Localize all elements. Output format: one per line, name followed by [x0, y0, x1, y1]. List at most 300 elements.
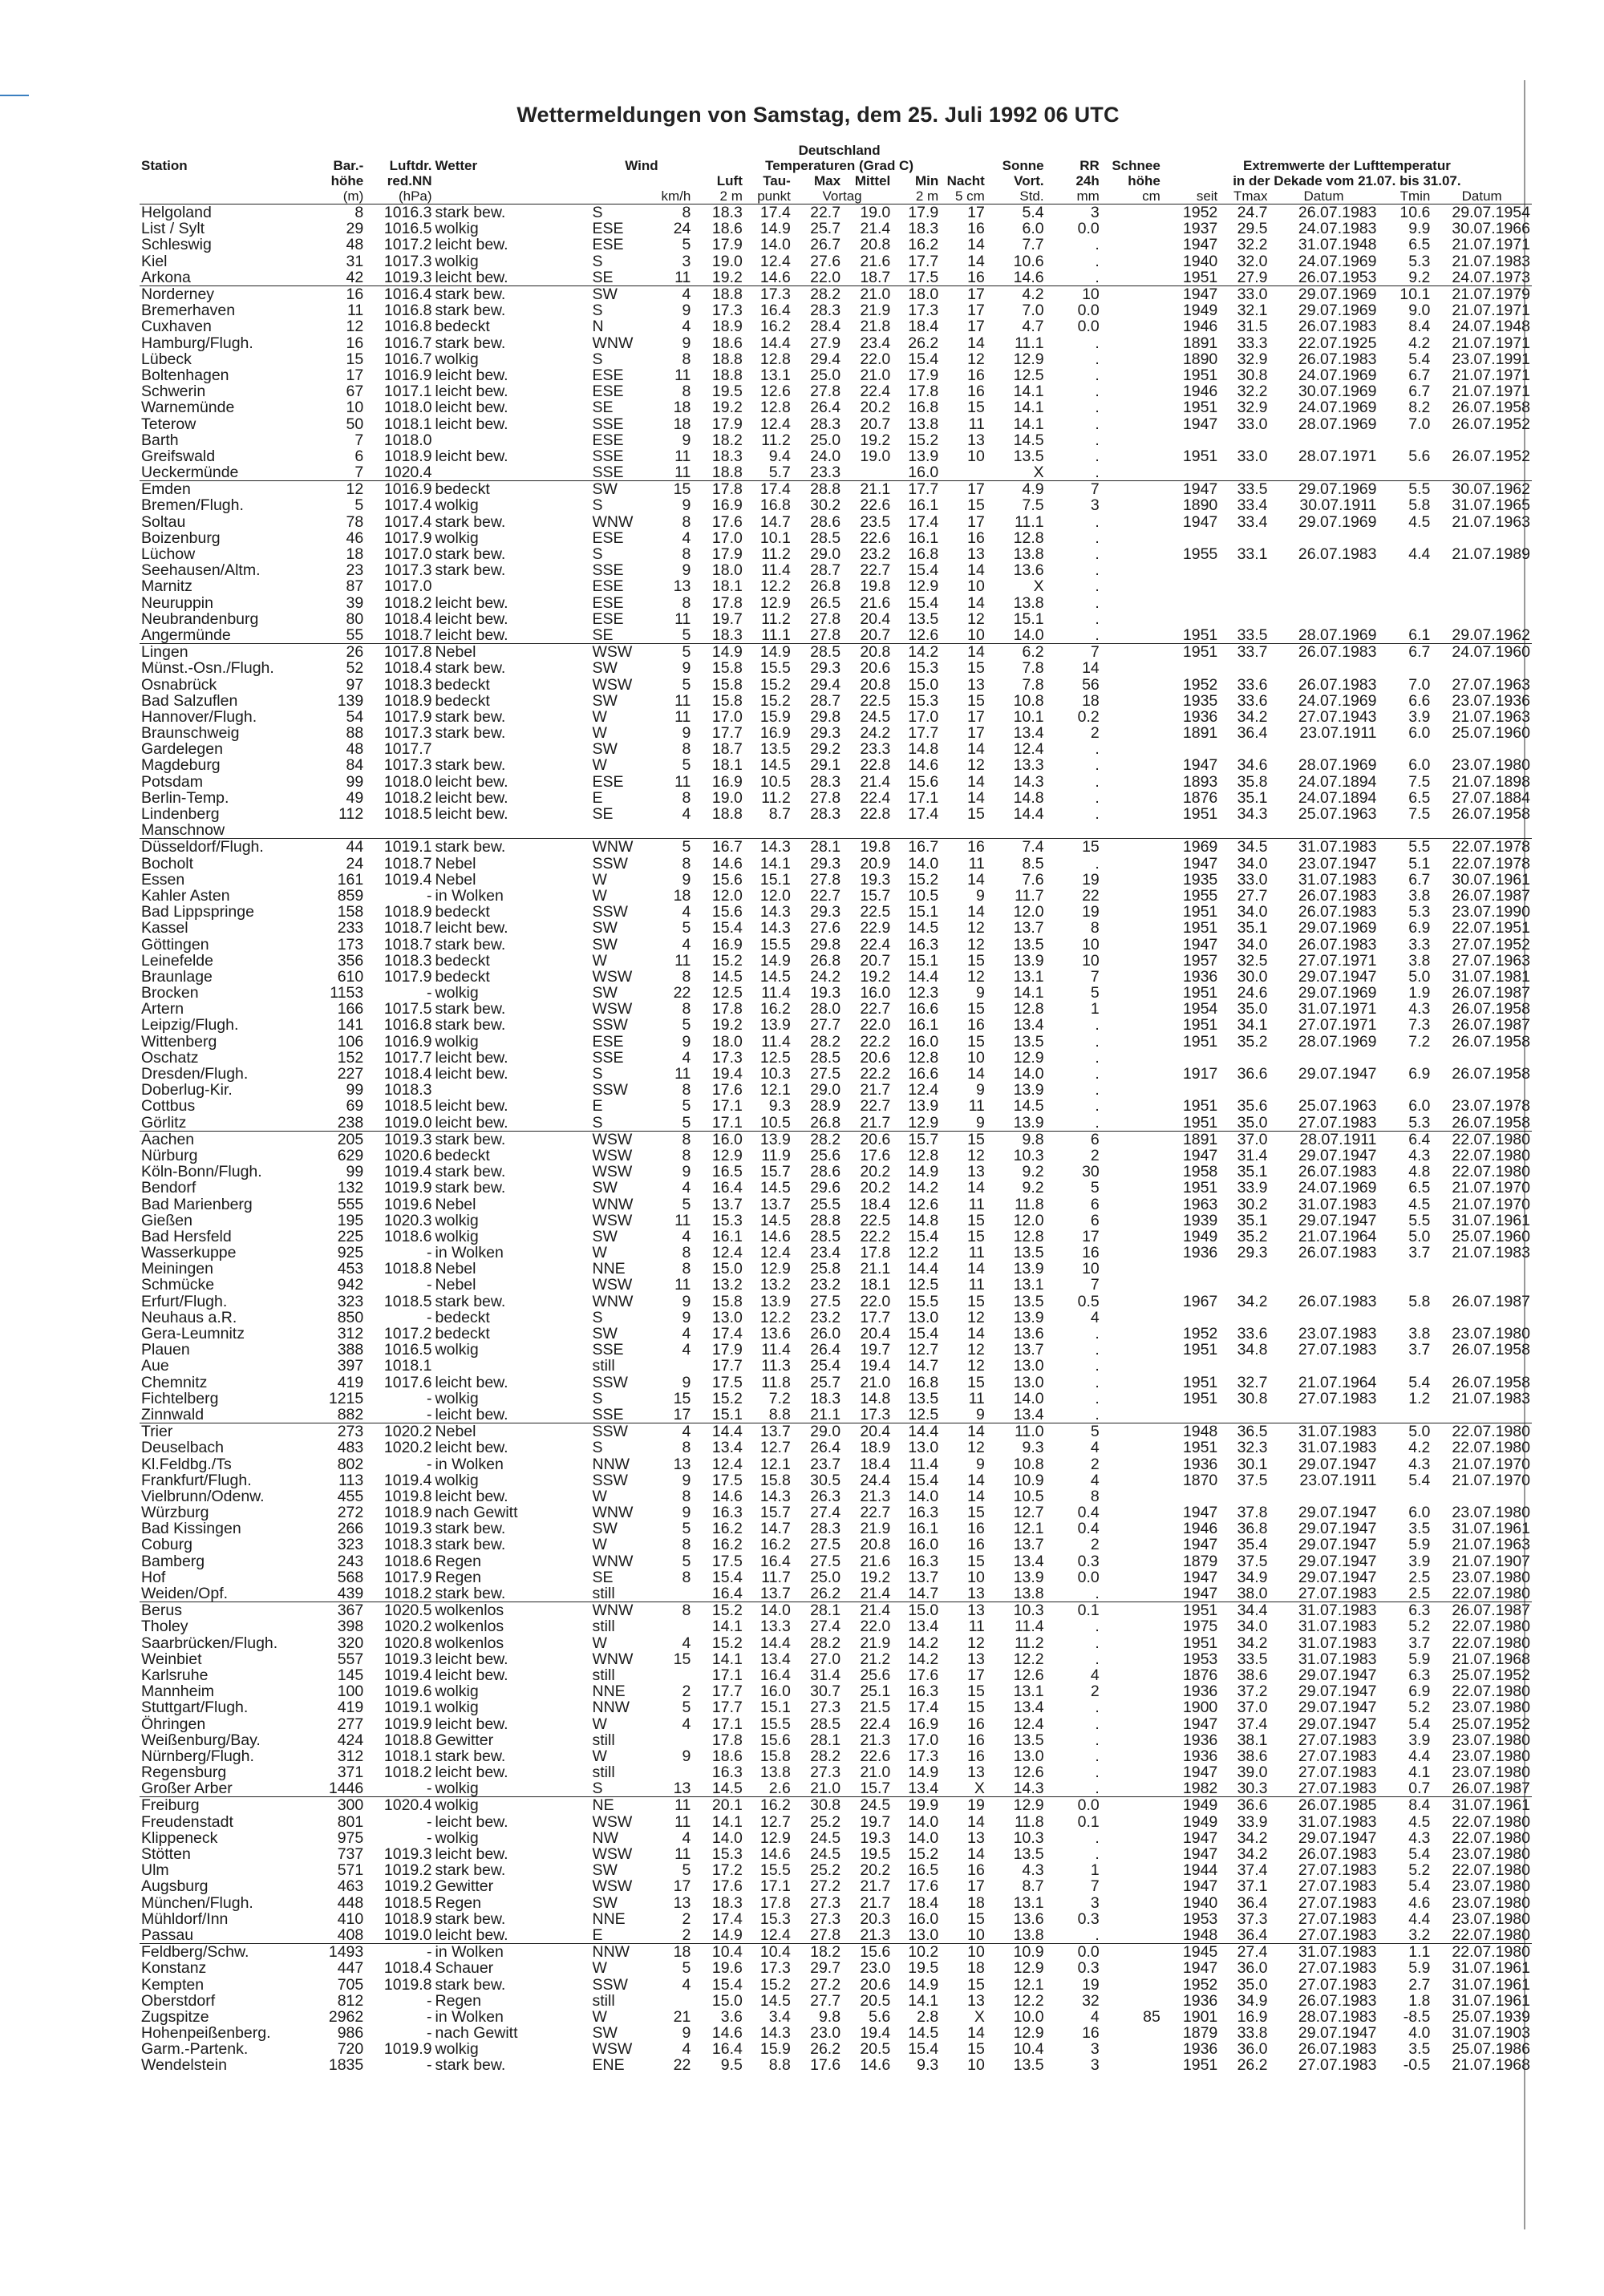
cell-seit: 1947	[1182, 1764, 1218, 1781]
cell-seit: 1951	[1162, 644, 1219, 661]
cell-wetter: leicht bew.	[435, 1065, 508, 1083]
cell-seit: 1947	[1182, 1845, 1218, 1863]
cell-wind-speed: 5	[682, 920, 691, 937]
header-sonne-2: Vort.	[1014, 173, 1044, 188]
cell-taupunkt: 14.9	[744, 644, 792, 661]
cell-schnee	[1101, 335, 1162, 351]
cell-min-nacht-5cm: 14	[967, 789, 985, 806]
cell-seit: 1900	[1182, 1699, 1218, 1716]
cell-min-nacht-5cm: 12	[967, 1147, 985, 1164]
cell-rr: 0.5	[1077, 1293, 1100, 1310]
cell-mittel-vortag: 20.7	[860, 952, 891, 969]
cell-mittel-vortag: 20.2	[860, 399, 891, 416]
cell-luft-2m: 19.0	[711, 253, 743, 269]
cell-sonne: 12.5	[1013, 366, 1044, 384]
cell-taupunkt: 14.4	[759, 334, 791, 351]
cell-wind-speed: 8	[682, 968, 691, 985]
cell-min-nacht-2m: 14.7	[908, 1585, 939, 1602]
cell-luft-2m: 18.8	[711, 350, 743, 367]
cell-seit: 1891	[1162, 1131, 1219, 1148]
cell-min-nacht-2m: 14.5	[908, 2025, 939, 2042]
cell-schnee	[1101, 1196, 1162, 1212]
cell-tmax-datum: 26.07.1983	[1298, 676, 1377, 693]
cell-max-vortag: 23.2	[810, 1309, 841, 1326]
cell-min-nacht-5cm: 15	[967, 1910, 985, 1927]
cell-luftdruck: 1018.3	[383, 1082, 432, 1099]
cell-wetter: wolkig	[435, 1472, 479, 1488]
cell-mittel-vortag: 19.5	[860, 1845, 891, 1863]
cell-mittel-vortag: 20.2	[860, 1180, 891, 1197]
cell-min-nacht-2m: 17.4	[908, 1699, 939, 1716]
cell-tmin-datum: 21.07.1968	[1452, 2057, 1530, 2074]
cell-schnee	[1101, 725, 1162, 741]
cell-schnee	[1101, 432, 1162, 448]
cell-luftdruck: 1016.8	[383, 302, 432, 319]
cell-schnee	[1101, 562, 1162, 578]
cell-bar-hoehe: 6	[354, 447, 364, 464]
cell-schnee	[1101, 285, 1162, 302]
cell-max-vortag: 25.0	[810, 366, 841, 384]
cell-taupunkt: 10.3	[759, 1065, 791, 1083]
cell-seit: 1947	[1182, 415, 1218, 432]
header-nacht: Nacht	[946, 173, 985, 188]
cell-mittel-vortag: 19.0	[860, 447, 891, 464]
cell-sonne: 10.1	[1013, 708, 1044, 725]
cell-taupunkt: 14.3	[759, 920, 791, 937]
cell-station: Wasserkuppe	[141, 1245, 237, 1261]
cell-max-vortag: 27.8	[810, 383, 841, 400]
cell-tmin: 9.9	[1408, 221, 1431, 237]
cell-tmin: 5.8	[1408, 1293, 1431, 1310]
cell-luftdruck: 1018.4	[383, 1960, 432, 1977]
cell-luft-2m: 16.2	[711, 1537, 743, 1553]
cell-tmin-datum: 27.07.1963	[1452, 676, 1530, 693]
cell-wind-dir: S	[592, 302, 603, 319]
cell-wind-speed: 9	[682, 660, 691, 677]
cell-wind-speed: 9	[682, 2025, 691, 2042]
cell-min-nacht-5cm: 19	[940, 1797, 986, 1814]
cell-wind-dir: ESE	[592, 529, 624, 546]
table-row	[140, 985, 1532, 1001]
cell-tmin-datum	[1432, 1277, 1532, 1293]
cell-mittel-vortag: 23.3	[860, 741, 891, 758]
cell-luft-2m: 16.3	[711, 1504, 743, 1521]
cell-tmin-datum: 21.07.1963	[1452, 708, 1530, 725]
cell-tmin-datum	[1432, 1050, 1532, 1066]
cell-schnee	[1101, 1066, 1162, 1082]
cell-schnee	[1101, 856, 1162, 872]
cell-max-vortag: 27.4	[810, 1618, 841, 1635]
cell-tmin-datum: 22.07.1980	[1452, 1829, 1530, 1846]
cell-tmax-datum: 27.07.1971	[1298, 1017, 1377, 1034]
cell-mittel-vortag: 18.9	[860, 1440, 891, 1456]
cell-rr: .	[1095, 383, 1100, 400]
cell-min-nacht-2m: 12.7	[908, 1342, 939, 1359]
cell-rr: 1	[1090, 1862, 1100, 1879]
cell-max-vortag: 23.2	[810, 1277, 841, 1294]
cell-luft-2m: 12.4	[711, 1245, 743, 1261]
table-row	[140, 1618, 1532, 1634]
cell-rr: .	[1095, 1049, 1100, 1066]
cell-max-vortag: 26.4	[810, 399, 841, 416]
cell-tmax: 34.9	[1237, 1992, 1268, 2009]
cell-wind-speed: 3	[682, 253, 691, 269]
cell-luftdruck: -	[427, 1456, 432, 1472]
cell-mittel-vortag: 25.1	[860, 1683, 891, 1700]
cell-rr: 3	[1090, 2041, 1100, 2058]
cell-min-nacht-5cm: 14	[940, 644, 986, 661]
cell-bar-hoehe: 300	[314, 1797, 366, 1814]
cell-sonne: 13.5	[1013, 1245, 1044, 1261]
cell-tmax: 30.8	[1237, 1390, 1268, 1407]
cell-station: Brocken	[141, 985, 199, 1002]
cell-taupunkt: 12.9	[759, 594, 791, 611]
cell-wetter: in Wolken	[435, 1245, 504, 1261]
cell-tmin	[1379, 1261, 1432, 1277]
header-bar-2: höhe	[330, 173, 364, 188]
cell-wetter: wolkenlos	[435, 1634, 504, 1651]
cell-wind-dir: S	[592, 350, 603, 367]
cell-station: Magdeburg	[141, 757, 221, 774]
cell-sonne: 12.9	[1013, 1049, 1044, 1066]
cell-station: Arkona	[141, 269, 191, 286]
cell-taupunkt: 15.8	[759, 1747, 791, 1764]
cell-bar-hoehe: 48	[346, 237, 364, 253]
cell-tmax-datum: 24.07.1969	[1298, 399, 1377, 416]
cell-min-nacht-5cm: 12	[967, 920, 985, 937]
cell-wind-dir: SE	[592, 626, 614, 644]
cell-station: Lingen	[140, 644, 314, 661]
cell-min-nacht-2m: 15.4	[908, 1472, 939, 1488]
cell-mittel-vortag: 14.6	[860, 2057, 891, 2074]
cell-min-nacht-5cm: 13	[967, 1992, 985, 2009]
cell-bar-hoehe: 16	[346, 334, 364, 351]
cell-tmax-datum: 27.07.1983	[1298, 1390, 1377, 1407]
cell-tmax: 38.6	[1237, 1666, 1268, 1684]
cell-sonne: 12.2	[1013, 1992, 1044, 2009]
cell-min-nacht-2m: 15.4	[908, 594, 939, 611]
cell-tmin: 6.6	[1408, 692, 1431, 709]
cell-rr: .	[1095, 789, 1100, 806]
cell-station: Zugspitze	[141, 2008, 209, 2025]
cell-wind-dir: SSW	[592, 1374, 628, 1391]
cell-taupunkt: 11.2	[761, 431, 791, 448]
cell-tmax: 29.3	[1237, 1245, 1268, 1261]
cell-schnee	[1101, 644, 1162, 661]
cell-tmax: 32.9	[1237, 350, 1268, 367]
cell-station: Schleswig	[141, 237, 212, 253]
cell-wetter: nach Gewitt	[435, 1504, 518, 1521]
cell-mittel-vortag: 21.9	[860, 1521, 891, 1537]
cell-station: Frankfurt/Flugh.	[141, 1472, 252, 1488]
cell-tmax: 29.5	[1237, 221, 1268, 237]
table-row	[140, 1050, 1532, 1066]
cell-seit: 1949	[1182, 1228, 1218, 1245]
cell-max-vortag: 25.7	[810, 221, 841, 237]
cell-wind-speed: 9	[682, 1747, 691, 1764]
cell-sonne: 12.9	[1013, 2025, 1044, 2042]
cell-mittel-vortag: 19.8	[842, 839, 892, 856]
cell-luft-2m: 17.7	[711, 1683, 743, 1700]
cell-tmin-datum: 26.07.1987	[1452, 1017, 1530, 1034]
cell-schnee	[1101, 1504, 1162, 1521]
cell-seit: 1951	[1182, 366, 1218, 384]
cell-sonne: 9.8	[986, 1131, 1046, 1148]
cell-mittel-vortag: 23.0	[860, 1960, 891, 1977]
cell-bar-hoehe: 145	[337, 1666, 364, 1684]
cell-mittel-vortag: 20.7	[860, 415, 891, 432]
cell-station: Wendelstein	[141, 2057, 227, 2074]
cell-bar-hoehe: 99	[346, 773, 364, 790]
cell-sonne: 8.7	[1022, 1878, 1044, 1895]
cell-seit: 1975	[1182, 1618, 1218, 1635]
cell-luftdruck: 1018.6	[383, 1228, 432, 1245]
cell-luftdruck: 1018.3	[383, 1537, 432, 1553]
cell-sonne: 9.2	[1022, 1164, 1044, 1180]
cell-tmin-datum: 29.07.1954	[1452, 204, 1530, 221]
cell-schnee	[1101, 1715, 1162, 1731]
cell-max-vortag: 28.3	[810, 805, 841, 823]
cell-tmax	[1219, 1261, 1269, 1277]
cell-min-nacht-5cm: 16	[967, 529, 985, 546]
cell-bar-hoehe: 448	[337, 1894, 364, 1911]
cell-wind-dir: still	[592, 1764, 615, 1781]
cell-rr: .	[1095, 1747, 1100, 1764]
cell-max-vortag: 29.3	[810, 660, 841, 677]
cell-tmin-datum: 21.07.1971	[1452, 383, 1530, 400]
cell-tmin-datum	[1432, 1488, 1532, 1504]
cell-mittel-vortag: 18.7	[860, 269, 891, 286]
cell-seit: 1947	[1182, 1147, 1218, 1164]
cell-tmin: 4.5	[1408, 1196, 1431, 1213]
cell-schnee	[1101, 611, 1162, 627]
cell-tmax-datum: 30.07.1969	[1298, 383, 1377, 400]
cell-wetter: leicht bew.	[435, 789, 508, 806]
cell-sonne: 13.0	[1013, 1358, 1044, 1375]
table-row	[140, 1423, 1532, 1440]
cell-schnee	[1101, 1553, 1162, 1569]
cell-min-nacht-2m: 18.4	[908, 1894, 939, 1911]
cell-luft-2m: 3.6	[720, 2008, 743, 2025]
cell-luftdruck: 1018.1	[383, 1747, 432, 1764]
cell-luftdruck: -	[427, 1992, 432, 2009]
cell-tmin	[1379, 1407, 1432, 1423]
cell-mittel-vortag	[842, 822, 892, 839]
cell-tmax	[1219, 1082, 1269, 1098]
cell-luftdruck: 1019.8	[383, 1488, 432, 1504]
cell-tmin-datum: 31.07.1961	[1452, 1992, 1530, 2009]
cell-station: Regensburg	[141, 1764, 227, 1781]
cell-tmax-datum: 28.07.1969	[1298, 1033, 1377, 1050]
cell-tmax-datum: 31.07.1983	[1298, 1440, 1377, 1456]
table-row	[140, 1895, 1532, 1911]
cell-min-nacht-5cm: 16	[967, 366, 985, 384]
cell-wind-speed	[652, 1667, 693, 1683]
cell-min-nacht-5cm: 17	[940, 481, 986, 498]
cell-seit	[1162, 1277, 1219, 1293]
cell-station: Helgoland	[141, 204, 212, 221]
cell-wetter: wolkig	[435, 2041, 479, 2058]
cell-tmin: 10.6	[1399, 204, 1431, 221]
cell-sonne: 14.0	[1013, 1065, 1044, 1083]
cell-luftdruck: -	[365, 1944, 433, 1961]
cell-bar-hoehe: 11	[346, 302, 364, 319]
cell-station: Trier	[140, 1423, 314, 1440]
cell-wind-speed: 9	[682, 302, 691, 319]
cell-min-nacht-5cm: 15	[967, 692, 985, 709]
cell-mittel-vortag: 19.7	[860, 1813, 891, 1830]
cell-tmin-datum: 22.07.1980	[1452, 1440, 1530, 1456]
page-title: Wettermeldungen von Samstag, dem 25. Juli 1992 06 UTC	[516, 103, 1120, 127]
cell-taupunkt: 14.5	[759, 1992, 791, 2009]
cell-rr: 10	[1082, 936, 1100, 953]
cell-schnee	[1101, 1294, 1162, 1310]
cell-max-vortag: 29.2	[810, 741, 841, 758]
cell-min-nacht-2m	[892, 822, 940, 839]
table-row	[140, 1310, 1532, 1326]
cell-station: Nürnberg/Flugh.	[141, 1747, 254, 1764]
header-deutschland: Deutschland	[798, 143, 881, 158]
cell-taupunkt: 15.2	[759, 692, 791, 709]
cell-mittel-vortag: 20.6	[860, 1976, 891, 1993]
cell-wind-speed: 5	[682, 1960, 691, 1977]
cell-luft-2m: 19.7	[711, 610, 743, 627]
cell-wetter: leicht bew.	[435, 920, 508, 937]
cell-seit: 1947	[1182, 1585, 1218, 1602]
cell-min-nacht-5cm: 14	[940, 1423, 986, 1440]
cell-sonne: 14.6	[1013, 269, 1044, 286]
cell-seit: 1937	[1182, 221, 1218, 237]
header-seit: seit	[1162, 188, 1219, 204]
cell-seit: 1951	[1182, 2057, 1218, 2074]
cell-tmax	[1219, 741, 1269, 757]
cell-tmax-datum: 25.07.1963	[1298, 805, 1377, 823]
cell-station: Mannheim	[141, 1683, 215, 1700]
cell-tmax-datum: 29.07.1969	[1298, 513, 1377, 530]
cell-luftdruck: 1019.3	[383, 269, 432, 286]
cell-seit: 1954	[1182, 1001, 1218, 1018]
cell-luftdruck: 1017.1	[383, 383, 432, 400]
cell-bar-hoehe: 80	[346, 610, 364, 627]
cell-seit: 1953	[1182, 1910, 1218, 1927]
cell-tmax-datum	[1270, 660, 1379, 676]
cell-wind-speed: 4	[682, 318, 691, 335]
cell-max-vortag: 26.0	[810, 1325, 841, 1342]
cell-rr: .	[1095, 415, 1100, 432]
cell-min-nacht-2m: 17.4	[908, 513, 939, 530]
cell-bar-hoehe: 320	[337, 1634, 364, 1651]
cell-min-nacht-5cm: 12	[967, 610, 985, 627]
cell-min-nacht-5cm: 15	[967, 952, 985, 969]
cell-wind-dir: E	[592, 1926, 603, 1944]
cell-bar-hoehe: 16	[314, 285, 366, 302]
cell-mittel-vortag: 20.4	[842, 1423, 892, 1440]
header-temperaturen: Temperaturen (Grad C)	[765, 158, 913, 173]
cell-tmax-datum: 31.07.1971	[1298, 1001, 1377, 1018]
cell-seit: 1891	[1182, 334, 1218, 351]
cell-wind-speed: 13	[673, 1894, 691, 1911]
cell-max-vortag: 28.2	[810, 1634, 841, 1651]
cell-max-vortag: 18.3	[810, 1390, 841, 1407]
cell-wind-speed: 4	[682, 1634, 691, 1651]
cell-taupunkt: 8.8	[768, 2057, 791, 2074]
cell-rr: 0.3	[1077, 1553, 1100, 1569]
cell-max-vortag: 25.2	[810, 1862, 841, 1879]
cell-luft-2m: 18.8	[711, 464, 743, 481]
cell-tmin-datum: 23.07.1980	[1452, 1894, 1530, 1911]
cell-wetter: bedeckt	[435, 692, 490, 709]
cell-min-nacht-2m: 15.3	[908, 660, 939, 677]
cell-tmin-datum: 21.07.1983	[1452, 1245, 1530, 1261]
cell-station: Hannover/Flugh.	[141, 708, 257, 725]
cell-wind-dir: SW	[592, 2025, 618, 2042]
cell-seit: 1945	[1162, 1944, 1219, 1961]
cell-wind-dir: SW	[592, 1228, 618, 1245]
cell-wetter: wolkig	[435, 1033, 479, 1050]
cell-seit	[1162, 1261, 1219, 1277]
cell-station: Ueckermünde	[141, 464, 239, 481]
cell-bar-hoehe: 69	[346, 1098, 364, 1115]
cell-wetter: wolkig	[435, 350, 479, 367]
cell-tmax-datum: 29.07.1947	[1298, 2025, 1377, 2042]
cell-station: Lindenberg	[141, 805, 220, 823]
cell-bar-hoehe: 371	[337, 1764, 364, 1781]
cell-luft-2m: 14.6	[711, 1488, 743, 1504]
cell-rr: .	[1095, 529, 1100, 546]
cell-max-vortag: 26.8	[810, 1114, 841, 1132]
cell-min-nacht-5cm: 9	[975, 985, 985, 1002]
cell-mittel-vortag: 22.7	[860, 562, 891, 579]
cell-min-nacht-5cm: 14	[967, 562, 985, 579]
cell-rr: 3	[1090, 497, 1100, 514]
cell-schnee	[1101, 1618, 1162, 1634]
cell-sonne: 13.9	[1013, 952, 1044, 969]
cell-tmin-datum: 24.07.1973	[1452, 269, 1530, 286]
cell-max-vortag: 27.2	[810, 1976, 841, 1993]
cell-wetter: bedeckt	[435, 1309, 490, 1326]
cell-bar-hoehe: 141	[337, 1017, 364, 1034]
cell-luftdruck: 1017.7	[383, 1049, 432, 1066]
cell-min-nacht-2m: 14.2	[908, 1650, 939, 1667]
cell-taupunkt: 17.8	[759, 1894, 791, 1911]
cell-taupunkt: 15.8	[759, 1472, 791, 1488]
cell-taupunkt: 14.6	[759, 269, 791, 286]
cell-luft-2m: 14.0	[711, 1829, 743, 1846]
cell-tmin: 3.8	[1408, 952, 1431, 969]
cell-luft-2m: 18.3	[711, 447, 743, 464]
cell-mittel-vortag: 21.1	[860, 1261, 891, 1278]
cell-min-nacht-5cm: 15	[967, 1553, 985, 1569]
cell-mittel-vortag: 21.6	[860, 253, 891, 269]
cell-tmin-datum: 27.07.1952	[1452, 936, 1530, 953]
cell-tmax: 33.5	[1237, 626, 1268, 644]
cell-seit: 1940	[1182, 1894, 1218, 1911]
cell-station: Coburg	[141, 1537, 192, 1553]
header-tmin: Tmin	[1379, 188, 1432, 204]
cell-schnee	[1101, 1050, 1162, 1066]
cell-min-nacht-5cm: 12	[967, 1634, 985, 1651]
cell-tmax: 34.5	[1219, 839, 1269, 856]
cell-wind-speed: 9	[682, 725, 691, 742]
cell-sonne: 13.4	[1013, 725, 1044, 742]
cell-tmin-datum: 23.07.1980	[1452, 1731, 1530, 1748]
cell-wetter: stark bew.	[435, 334, 506, 351]
cell-schnee	[1101, 1488, 1162, 1504]
cell-luft-2m: 13.7	[711, 1196, 743, 1213]
cell-min-nacht-5cm: 14	[967, 1065, 985, 1083]
cell-min-nacht-2m: 17.0	[908, 708, 939, 725]
table-row	[140, 1846, 1532, 1862]
